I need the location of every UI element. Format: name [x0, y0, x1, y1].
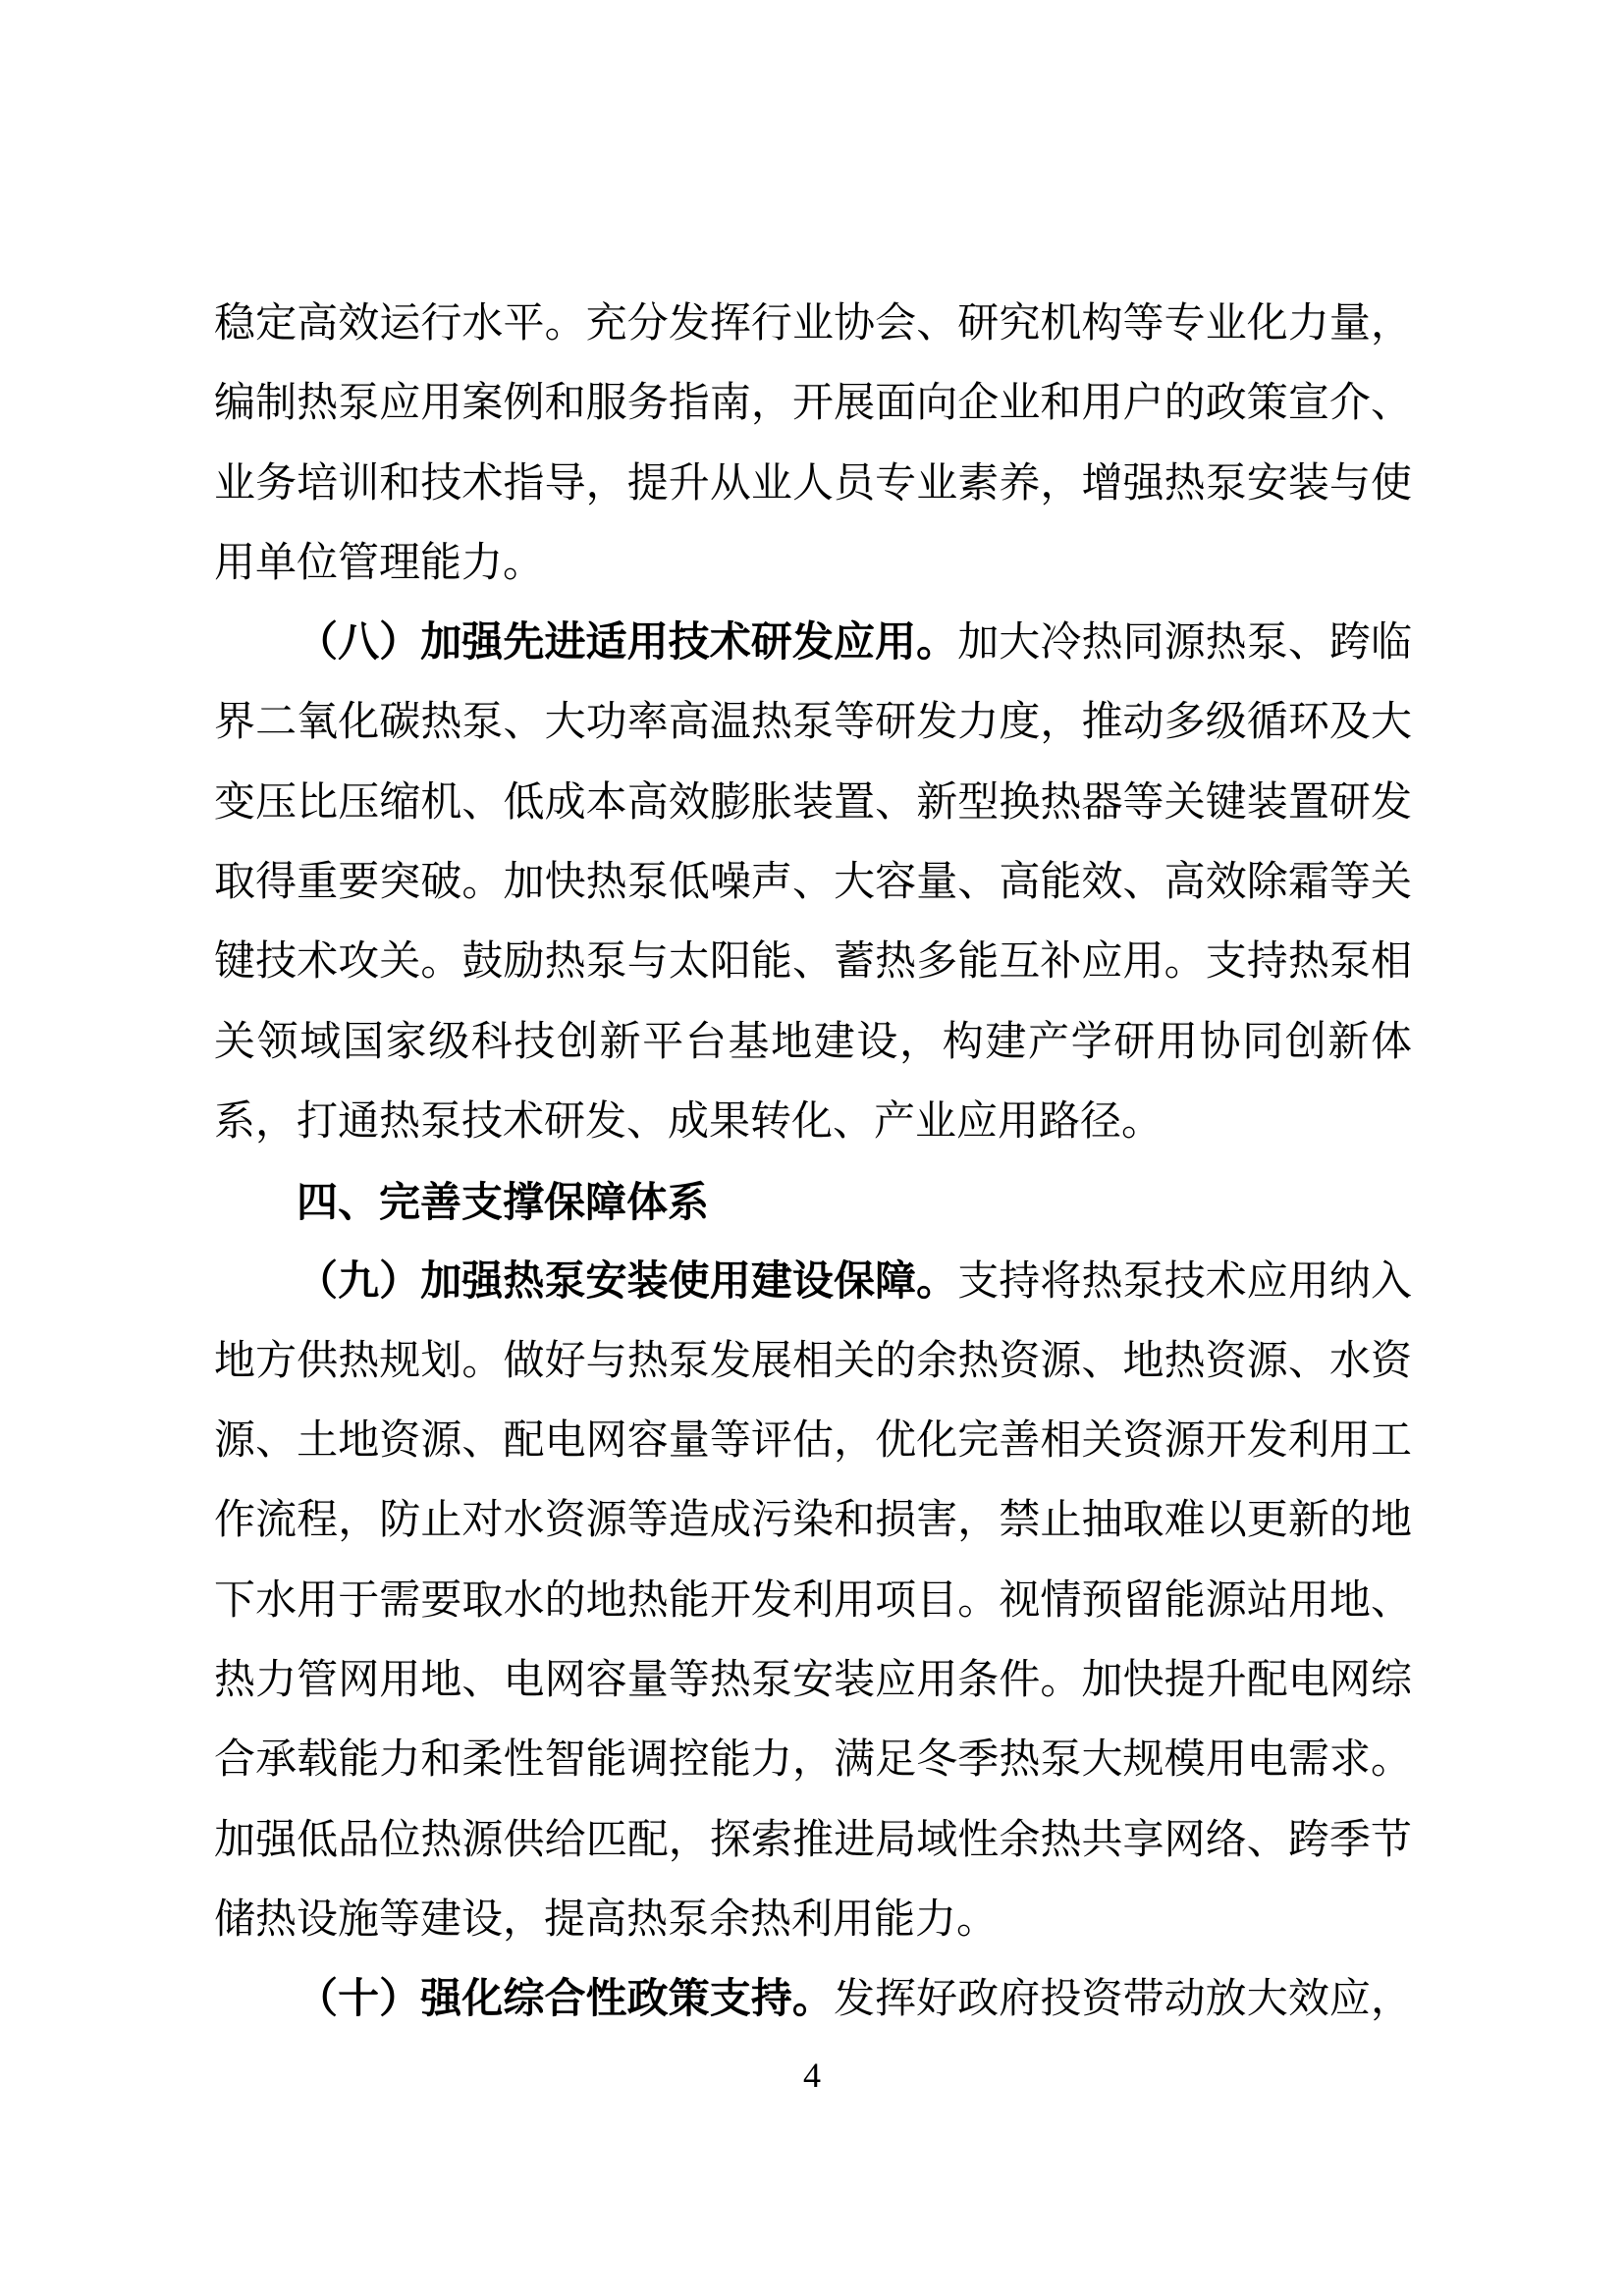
page-number: 4	[803, 2056, 821, 2095]
text-line: 地方供热规划。做好与热泵发展相关的余热资源、地热资源、水资	[214, 1338, 1412, 1384]
item-8-body-start: 加大冷热同源热泵、跨临	[957, 620, 1412, 667]
text-line: 源、土地资源、配电网容量等评估，优化完善相关资源开发利用工	[214, 1418, 1412, 1465]
text-line: 作流程，防止对水资源等造成污染和损害，禁止抽取难以更新的地	[214, 1498, 1412, 1544]
text-line: 取得重要突破。加快热泵低噪声、大容量、高能效、高效除霜等关	[214, 860, 1412, 906]
item-9-heading: （九）加强热泵安装使用建设保障。	[297, 1258, 958, 1305]
text-line: 热力管网用地、电网容量等热泵安装应用条件。加快提升配电网综	[214, 1658, 1412, 1704]
text-line: 编制热泵应用案例和服务指南，开展面向企业和用户的政策宣介、	[214, 381, 1412, 427]
text-line: 加强低品位热源供给匹配，探索推进局域性余热共享网络、跨季节	[214, 1817, 1412, 1863]
text-line: 稳定高效运行水平。充分发挥行业协会、研究机构等专业化力量，	[214, 301, 1412, 347]
item-9-body-start: 支持将热泵技术应用纳入	[957, 1258, 1412, 1305]
text-line: 业务培训和技术指导，提升从业人员专业素养，增强热泵安装与使	[214, 460, 1412, 507]
section-heading: 四、完善支撑保障体系	[297, 1179, 710, 1226]
text-line	[214, 1960, 1412, 2040]
text-line: 界二氧化碳热泵、大功率高温热泵等研发力度，推动多级循环及大	[214, 700, 1412, 746]
text-line	[214, 1243, 1412, 1322]
item-8-heading: （八）加强先进适用技术研发应用。	[297, 620, 958, 667]
text-line: 关领域国家级科技创新平台基地建设，构建产学研用协同创新体	[214, 1019, 1412, 1065]
text-line: 用单位管理能力。	[214, 540, 545, 586]
text-line: 储热设施等建设，提高热泵余热利用能力。	[214, 1896, 999, 1943]
text-line: 合承载能力和柔性智能调控能力，满足冬季热泵大规模用电需求。	[214, 1737, 1412, 1784]
item-10-body-start: 发挥好政府投资带动放大效应，	[834, 1977, 1412, 2023]
text-line: 下水用于需要取水的地热能开发利用项目。视情预留能源站用地、	[214, 1577, 1412, 1624]
text-line: 键技术攻关。鼓励热泵与太阳能、蓄热多能互补应用。支持热泵相	[214, 939, 1412, 986]
item-10-heading: （十）强化综合性政策支持。	[297, 1977, 834, 2023]
text-line: 系，打通热泵技术研发、成果转化、产业应用路径。	[214, 1098, 1164, 1145]
text-line	[214, 604, 1412, 683]
text-line: 变压比压缩机、低成本高效膨胀装置、新型换热器等关键装置研发	[214, 779, 1412, 826]
document-body	[214, 285, 1412, 2041]
